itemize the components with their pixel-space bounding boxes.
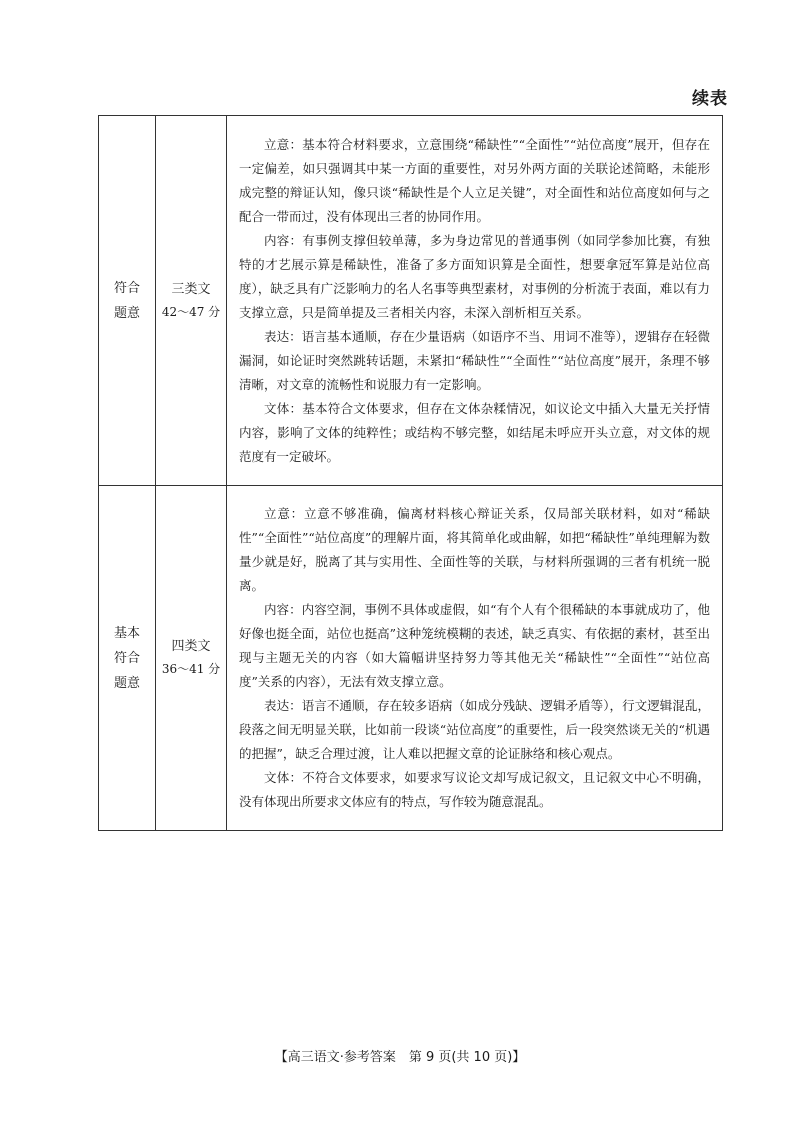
- criterion-theme: 立意：立意不够准确，偏离材料核心辩证关系，仅局部关联材料，如对“稀缺性”“全面性”“站位高度”的理解片面，将其简单化或曲解，如把“稀缺性”单纯理解为数量少就是好，脱离了其与实用性、全面性等的关联，与材料所强调的三者有机统一脱离。: [239, 506, 710, 593]
- table-row: [99, 116, 723, 486]
- grade-label: 三类文: [171, 281, 211, 297]
- grade-cell: [156, 486, 227, 831]
- continued-table-label: 续表: [692, 89, 728, 109]
- criterion-expression: 表达：语言基本通顺，存在少量语病（如语序不当、用词不准等），逻辑存在轻微漏洞，如论证时突然跳转话题，未紧扣“稀缺性”“全面性”“站位高度”展开，条理不够清晰，对文章的流畅性和说服力有一定影响。: [239, 328, 710, 392]
- score-range: 36～41 分: [161, 662, 221, 676]
- grade-cell: [156, 116, 227, 486]
- level-cell: [99, 116, 156, 486]
- level-cell: [99, 486, 156, 831]
- level-line: 符合: [113, 650, 140, 666]
- criterion-content: 内容：有事例支撑但较单薄，多为身边常见的普通事例（如同学参加比赛，有独特的才艺展示算是稀缺性，准备了多方面知识算是全面性，想要拿冠军算是站位高度），缺乏具有广泛影响力的名人名事等典型素材，对事例的分析流于表面，难以有力支撑立意，只是简单提及三者相关内容，未深入剖析相互关系。: [239, 232, 710, 320]
- level-line: 基本: [113, 625, 140, 641]
- criterion-theme: 立意：基本符合材料要求，立意围绕“稀缺性”“全面性”“站位高度”展开，但存在一定偏差，如只强调其中某一方面的重要性，对另外两方面的关联论述简略，未能形成完整的辩证认知，像只谈“稀缺性是个人立足关键”，对全面性和站位高度如何与之配合一带而过，没有体现出三者的协同作用。: [239, 136, 710, 224]
- level-line: 题意: [113, 675, 140, 691]
- criterion-genre: 文体：不符合文体要求，如要求写议论文却写成记叙文，且记叙文中心不明确，没有体现出所要求文体应有的特点，写作较为随意混乱。: [239, 770, 710, 809]
- description-cell: [227, 486, 723, 831]
- criterion-expression: 表达：语言不通顺，存在较多语病（如成分残缺、逻辑矛盾等），行文逻辑混乱，段落之间无明显关联，比如前一段谈“站位高度”的重要性，后一段突然谈无关的“机遇的把握”，缺乏合理过渡，让人难以把握文章的论证脉络和核心观点。: [239, 698, 710, 761]
- criterion-genre: 文体：基本符合文体要求，但存在文体杂糅情况，如议论文中插入大量无关抒情内容，影响了文体的纯粹性；或结构不够完整，如结尾未呼应开头立意，对文体的规范度有一定破坏。: [239, 400, 710, 464]
- score-range: 42～47 分: [161, 304, 221, 319]
- page-footer: 【高三语文·参考答案 第 9 页(共 10 页)】: [274, 1050, 526, 1065]
- criterion-content: 内容：内容空洞，事例不具体或虚假，如“有个人有个很稀缺的本事就成功了，他好像也挺全面，站位也挺高”这种笼统模糊的表述，缺乏真实、有依据的素材，甚至出现与主题无关的内容（如大篇幅讲坚持努力等其他无关“稀缺性”“全面性”“站位高度”关系的内容），无法有效支撑立意。: [239, 602, 710, 689]
- grading-rubric-table: [98, 115, 723, 831]
- grade-label: 四类文: [171, 639, 211, 654]
- table-row: [99, 486, 723, 831]
- level-line: 题意: [113, 305, 140, 321]
- level-line: 符合: [113, 280, 140, 296]
- description-cell: [227, 116, 723, 486]
